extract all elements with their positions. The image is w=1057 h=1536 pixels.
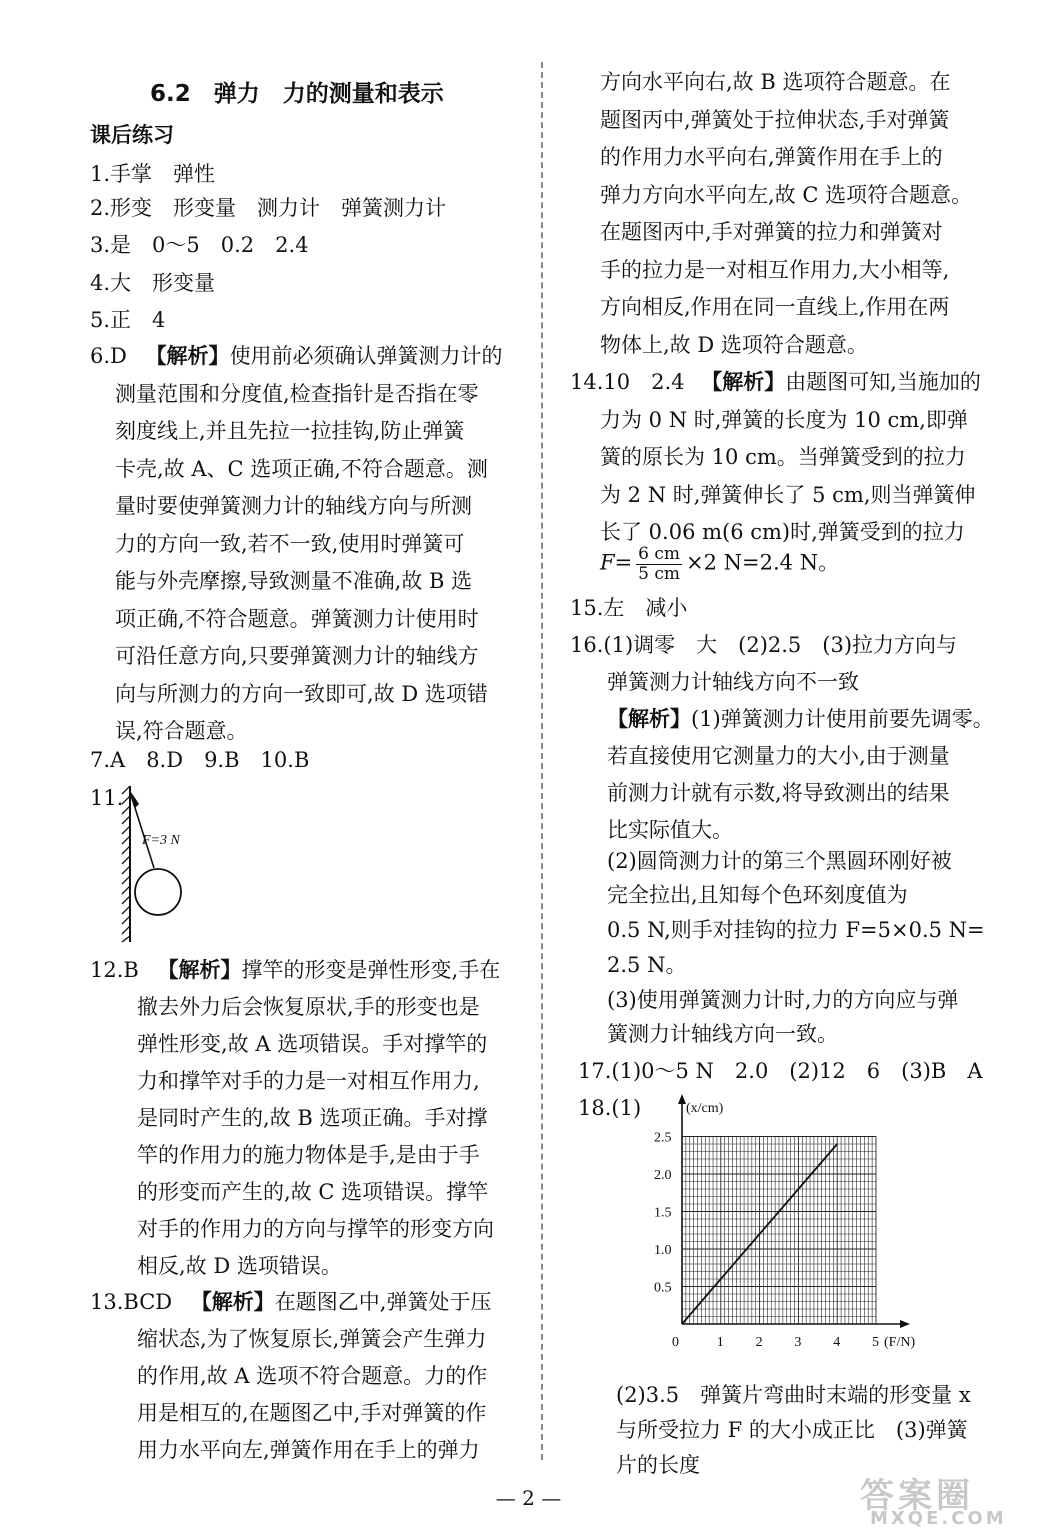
answer-6-line: 误,符合题意。 xyxy=(115,719,248,743)
answer-6-line: 能与外壳摩擦,导致测量不准确,故 B 选 xyxy=(115,569,473,593)
answer-16-line: 完全拉出,且知每个色环刻度值为 xyxy=(607,883,908,907)
answer-14-line: 长了 0.06 m(6 cm)时,弹簧受到的拉力 xyxy=(600,520,965,544)
ball xyxy=(135,869,181,915)
answer-18-line: (2)3.5 弹簧片弯曲时末端的形变量 x xyxy=(616,1383,971,1407)
force-label: F=3 N xyxy=(142,833,180,848)
answer-13 xyxy=(90,1292,492,1313)
x-axis-label: (F/N) xyxy=(884,1335,916,1350)
answer-3: 3.是 0～5 0.2 2.4 xyxy=(90,233,309,257)
answer-5: 5.正 4 xyxy=(90,308,166,332)
answer-13-cont: 的作用力水平向右,弹簧作用在手上的 xyxy=(600,145,943,169)
answer-18-line: 片的长度 xyxy=(616,1453,700,1477)
answer-16-analysis xyxy=(607,709,994,730)
y-axis-label: (x/cm) xyxy=(686,1101,724,1116)
page-number: — 2 — xyxy=(495,1486,562,1510)
fraction-denominator: 5 cm xyxy=(638,563,681,584)
answer-14-line: 为 2 N 时,弹簧伸长了 5 cm,则当弹簧伸 xyxy=(600,483,976,507)
answer-12-line: 力和撑竿对手的力是一对相互作用力, xyxy=(137,1069,480,1093)
answer-17: 17.(1)0～5 N 2.0 (2)12 6 (3)B A xyxy=(578,1059,983,1083)
answer-6-line: 量时要使弹簧测力计的轴线方向与所测 xyxy=(115,494,472,518)
subsection-title: 课后练习 xyxy=(90,123,174,147)
answer-16-line: 前测力计就有示数,将导致测出的结果 xyxy=(607,781,950,805)
answer-14-line: 簧的原长为 10 cm。当弹簧受到的拉力 xyxy=(600,445,966,469)
watermark xyxy=(860,1468,1050,1530)
formula-fraction xyxy=(636,545,682,583)
answer-12-line: 对手的作用力的方向与撑竿的形变方向 xyxy=(137,1217,494,1241)
analysis-tag: 【解析】 xyxy=(157,958,242,982)
answer-13-cont: 方向相反,作用在同一直线上,作用在两 xyxy=(600,295,950,319)
answer-12-text: 撑竿的形变是弹性形变,手在 xyxy=(241,958,501,982)
answer-12-head: 12.B xyxy=(90,958,139,982)
analysis-tag: 【解析】 xyxy=(607,707,691,731)
answer-14-head: 14.10 2.4 xyxy=(570,370,685,394)
x-tick-label: 1 xyxy=(716,1335,724,1350)
answer-12-line: 撤去外力后会恢复原状,手的形变也是 xyxy=(137,995,480,1019)
chart-grid xyxy=(682,1137,876,1325)
answer-6-line: 项正确,不符合题意。弹簧测力计使用时 xyxy=(115,607,479,631)
answer-6-line: 力的方向一致,若不一致,使用时弹簧可 xyxy=(115,532,465,556)
y-tick-label: 2.5 xyxy=(654,1130,672,1146)
answer-13-cont: 题图丙中,弹簧处于拉伸状态,手对弹簧 xyxy=(600,108,950,132)
answer-13-cont: 在题图丙中,手对弹簧的拉力和弹簧对 xyxy=(600,220,943,244)
x-tick-label: 5 xyxy=(872,1335,879,1350)
answer-16-line: 簧测力计轴线方向一致。 xyxy=(607,1022,838,1046)
answer-14 xyxy=(570,372,981,393)
answer-13-cont: 手的拉力是一对相互作用力,大小相等, xyxy=(600,258,950,282)
answer-6-text: 使用前必须确认弹簧测力计的 xyxy=(229,344,503,368)
x-tick-label: 0 xyxy=(672,1335,679,1350)
answer-16-line: 2.5 N。 xyxy=(607,953,687,977)
answer-11-label: 11. xyxy=(90,786,124,810)
answer-12-line: 的形变而产生的,故 C 选项错误。撑竿 xyxy=(137,1180,489,1204)
analysis-tag: 【解析】 xyxy=(145,344,230,368)
answer-12-line: 竿的作用力的施力物体是手,是由于手 xyxy=(137,1143,480,1167)
y-axis-arrow xyxy=(678,1094,686,1104)
formula-rhs: ×2 N=2.4 N。 xyxy=(686,550,840,575)
answer-16-line: 弹簧测力计轴线方向不一致 xyxy=(607,670,859,694)
rope-line xyxy=(130,792,154,868)
section-title: 6.2 弹力 力的测量和表示 xyxy=(150,81,444,107)
answer-14-text: 由题图可知,当施加的 xyxy=(785,370,981,394)
answer-15: 15.左 减小 xyxy=(570,596,688,620)
x-tick-label: 3 xyxy=(794,1335,802,1350)
watermark-logo: 答案圈 xyxy=(860,1476,974,1516)
fraction-numerator: 6 cm xyxy=(638,544,681,564)
answer-16-line: 若直接使用它测量力的大小,由于测量 xyxy=(607,744,950,768)
answer-16-analysis-text: (1)弹簧测力计使用前要先调零。 xyxy=(691,707,994,731)
answer-6-line: 可沿任意方向,只要弹簧测力计的轴线方 xyxy=(115,644,479,668)
deformation-force-chart xyxy=(640,1092,940,1352)
x-tick-label: 2 xyxy=(755,1335,763,1350)
x-tick-label: 4 xyxy=(833,1335,841,1350)
answer-1: 1.手掌 弹性 xyxy=(90,162,216,186)
answer-16-line: 比实际值大。 xyxy=(607,818,733,842)
answer-6-line: 测量范围和分度值,检查指针是否指在零 xyxy=(115,382,479,406)
y-tick-label: 0.5 xyxy=(654,1280,672,1296)
answer-13-head: 13.BCD xyxy=(90,1290,173,1314)
answer-16: 16.(1)调零 大 (2)2.5 (3)拉力方向与 xyxy=(570,633,958,657)
answer-14-line: 力为 0 N 时,弹簧的长度为 10 cm,即弹 xyxy=(600,408,968,432)
answers-7-10: 7.A 8.D 9.B 10.B xyxy=(90,748,310,772)
x-axis-arrow xyxy=(900,1320,910,1328)
answer-14-formula xyxy=(600,545,839,583)
analysis-tag: 【解析】 xyxy=(190,1290,275,1314)
answer-12-line: 是同时产生的,故 B 选项正确。手对撑 xyxy=(137,1106,488,1130)
answer-16-line: (3)使用弹簧测力计时,力的方向应与弹 xyxy=(607,988,959,1012)
y-tick-label: 1.0 xyxy=(654,1243,672,1258)
answer-13-cont: 弹力方向水平向左,故 C 选项符合题意。 xyxy=(600,183,973,207)
wall-hatch xyxy=(122,786,130,942)
answer-6-line: 卡壳,故 A、C 选项正确,不符合题意。测 xyxy=(115,457,488,481)
answer-13-cont: 物体上,故 D 选项符合题意。 xyxy=(600,333,868,357)
column-divider xyxy=(541,62,543,1460)
answer-4: 4.大 形变量 xyxy=(90,271,216,295)
answer-13-line: 的作用,故 A 选项不符合题意。力的作 xyxy=(137,1364,488,1388)
analysis-tag: 【解析】 xyxy=(701,370,786,394)
answer-16-line: (2)圆筒测力计的第三个黑圆环刚好被 xyxy=(607,849,952,873)
answer-12-line: 相反,故 D 选项错误。 xyxy=(137,1254,342,1278)
answer-16-line: 0.5 N,则手对挂钩的拉力 F=5×0.5 N= xyxy=(607,918,985,942)
y-tick-label: 1.5 xyxy=(654,1205,672,1221)
answer-18: 18.(1) xyxy=(578,1096,642,1120)
formula-lhs: F= xyxy=(600,550,633,575)
answer-6-line: 向与所测力的方向一致即可,故 D 选项错 xyxy=(115,682,488,706)
answer-13-line: 用是相互的,在题图乙中,手对弹簧的作 xyxy=(137,1401,487,1425)
answer-13-text: 在题图乙中,弹簧处于压 xyxy=(274,1290,492,1314)
watermark-url: MXQE.COM xyxy=(870,1508,1007,1529)
answer-13-line: 用力水平向左,弹簧作用在手上的弹力 xyxy=(137,1438,480,1462)
answer-13-cont: 方向水平向右,故 B 选项符合题意。在 xyxy=(600,70,951,94)
y-tick-label: 2.0 xyxy=(654,1168,672,1183)
answer-6-line: 刻度线上,并且先拉一拉挂钩,防止弹簧 xyxy=(115,419,465,443)
answer-18-line: 与所受拉力 F 的大小成正比 (3)弹簧 xyxy=(616,1418,968,1442)
answer-11-figure xyxy=(118,784,208,944)
answer-12-line: 弹性形变,故 A 选项错误。手对撑竿的 xyxy=(137,1032,488,1056)
answer-6 xyxy=(90,346,503,367)
answer-2: 2.形变 形变量 测力计 弹簧测力计 xyxy=(90,196,447,220)
answer-13-line: 缩状态,为了恢复原长,弹簧会产生弹力 xyxy=(137,1327,487,1351)
answer-6-head: 6.D xyxy=(90,344,127,368)
answer-12 xyxy=(90,960,500,981)
